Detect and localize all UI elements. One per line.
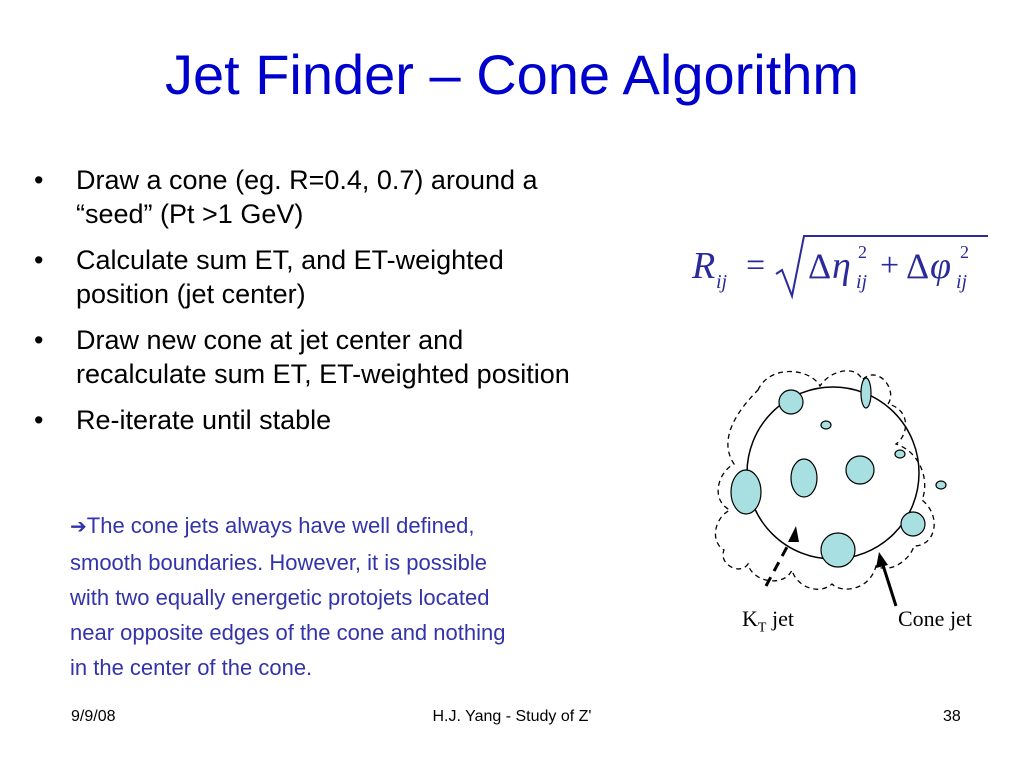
particle-blob: [821, 421, 831, 429]
note-line: smooth boundaries. However, it is possible: [70, 550, 487, 575]
footer-title: H.J. Yang - Study of Z': [432, 708, 592, 725]
bullet-item: [34, 323, 714, 391]
formula-delta-eta: Δ: [808, 246, 832, 286]
particle-blob: [821, 533, 855, 567]
bullet-dot: •: [34, 245, 44, 275]
bullet-text-line: Draw new cone at jet center and: [76, 325, 464, 355]
note-line: The cone jets always have well defined,: [86, 513, 475, 538]
bullet-dot: •: [34, 165, 44, 195]
formula-lhs-sub: ij: [716, 271, 728, 293]
bullet-item: [34, 243, 714, 311]
particle-blob: [779, 390, 803, 414]
note-line: near opposite edges of the cone and nothing: [70, 620, 506, 645]
formula-eta-sup: 2: [858, 242, 867, 262]
cone-jet-label: Cone jet: [898, 606, 972, 631]
formula-eta-sub: ij: [856, 271, 868, 293]
formula-phi-sub: ij: [956, 271, 968, 293]
bullet-text-line: position (jet center): [76, 279, 306, 309]
kt-jet-arrowhead: [788, 526, 799, 542]
particle-blob: [901, 512, 925, 536]
slide-title: Jet Finder – Cone Algorithm: [164, 43, 860, 106]
formula-lhs: R: [692, 245, 716, 287]
footer-date: 9/9/08: [71, 708, 116, 725]
formula-equals: =: [746, 247, 766, 284]
bullet-item: [34, 403, 714, 437]
cone-jet-arrowhead: [876, 552, 888, 568]
bullet-text-line: “seed” (Pt >1 GeV): [76, 199, 304, 229]
footer-page-number: 38: [943, 708, 961, 725]
bullet-text-line: Draw a cone (eg. R=0.4, 0.7) around a: [76, 165, 538, 195]
bullet-dot: •: [34, 325, 44, 355]
formula-phi: φ: [930, 245, 952, 287]
formula-phi-sup: 2: [960, 242, 969, 262]
particle-blob: [861, 378, 871, 408]
formula-plus: +: [880, 247, 900, 284]
particle-blob: [846, 456, 874, 484]
right-arrow-icon: ➔: [70, 516, 87, 538]
kt-jet-label: $K_T$ jet: [742, 606, 794, 636]
particle-blob: [936, 481, 946, 489]
note-paragraph: [70, 508, 650, 685]
bullet-text-line: recalculate sum ET, ET-weighted position: [76, 359, 570, 389]
bullet-item: [34, 163, 714, 231]
bullet-text-line: Re-iterate until stable: [76, 405, 332, 435]
particle-blob: [731, 470, 761, 514]
note-line: in the center of the cone.: [70, 655, 313, 680]
bullet-dot: •: [34, 405, 44, 435]
particle-blob: [895, 450, 905, 458]
formula-eta: η: [832, 245, 851, 287]
particle-blob: [791, 459, 817, 497]
cone-jet-diagram: [700, 360, 1024, 660]
distance-formula: [688, 230, 998, 300]
formula-delta-phi: Δ: [906, 246, 930, 286]
bullet-text-line: Calculate sum ET, and ET-weighted: [76, 245, 504, 275]
bullet-list: [34, 163, 714, 449]
note-line: with two equally energetic protojets located: [70, 585, 490, 610]
